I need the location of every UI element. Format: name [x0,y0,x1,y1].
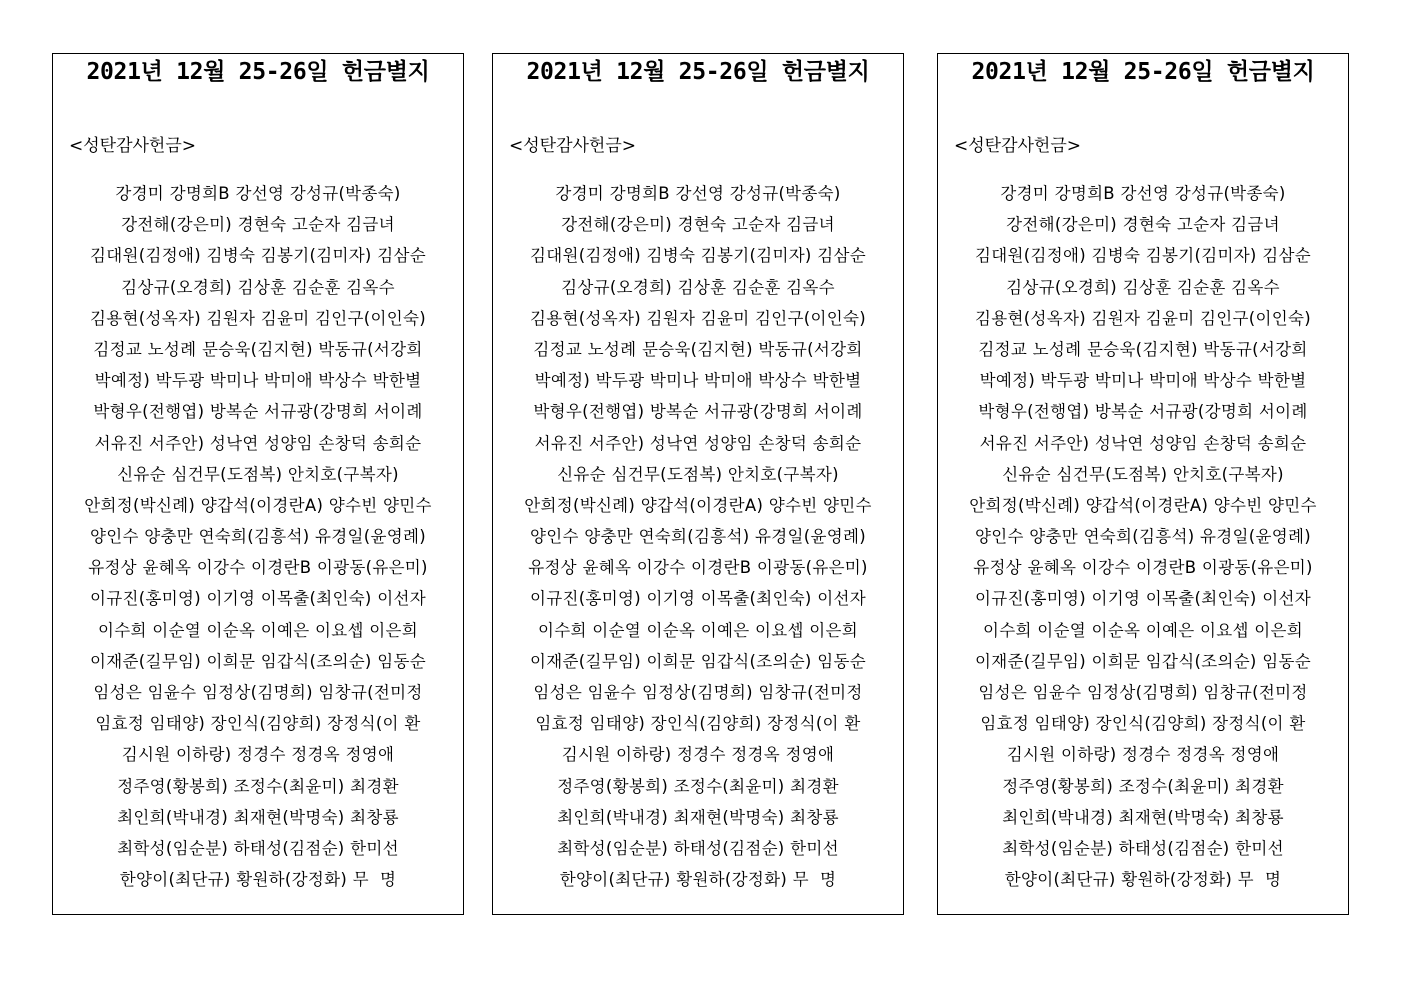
donor-name-line: 김시원 이하랑) 정경수 정경옥 정영애 [121,745,395,765]
donor-name-line: 정주영(황봉희) 조정수(최윤미) 최경환 [1002,776,1284,796]
donor-name-line: 강경미 강명희B 강선영 강성규(박종숙) [1000,184,1286,203]
donor-name-line: 강경미 강명희B 강선영 강성규(박종숙) [555,184,841,203]
donor-name-line: 김상규(오경희) 김상훈 김순훈 김옥수 [1006,277,1280,297]
donor-name-line: 임효정 임태양) 장인식(김양희) 장정식(이 환 [95,714,421,734]
donor-name-line: 김용현(성옥자) 김원자 김윤미 김인구(이인숙) [530,308,866,328]
donor-name-line: 김정교 노성례 문승욱(김지현) 박동규(서강희 [93,339,423,359]
donor-name-line: 유정상 윤혜옥 이강수 이경란B 이광동(유은미) [88,558,428,578]
donor-name-line: 김상규(오경희) 김상훈 김순훈 김옥수 [121,277,395,297]
donor-name-line: 안희정(박신례) 양갑석(이경란A) 양수빈 양민수 [524,495,872,515]
donor-name-line: 김대원(김정애) 김병숙 김봉기(김미자) 김삼순 [530,246,866,266]
donor-name-line: 박형우(전행엽) 방복순 서규광(강명희 서이례 [93,402,423,422]
donor-name-line: 한양이(최단규) 황원하(강정화) 무 명 [119,870,397,890]
donor-name-line: 김정교 노성례 문승욱(김지현) 박동규(서강희 [533,339,863,359]
donor-name-line: 이규진(홍미영) 이기영 이목출(최인숙) 이선자 [90,589,426,609]
donor-name-line: 신유순 심건무(도점복) 안치호(구복자) [1002,464,1284,484]
donor-name-line: 이수희 이순열 이순옥 이예은 이요셉 이은희 [982,620,1304,640]
offering-sheet-panel [52,53,464,915]
donor-name-line: 임효정 임태양) 장인식(김양희) 장정식(이 환 [535,714,861,734]
donor-name-line: 이수희 이순열 이순옥 이예은 이요셉 이은희 [537,620,859,640]
section-heading: <성탄감사헌금> [954,136,1082,156]
donor-name-line: 정주영(황봉희) 조정수(최윤미) 최경환 [557,776,839,796]
donor-name-line: 김시원 이하랑) 정경수 정경옥 정영애 [561,745,835,765]
donor-name-line: 서유진 서주안) 성낙연 성양임 손창덕 송희순 [979,433,1307,453]
donor-name-list [493,178,903,895]
donor-name-line: 유정상 윤혜옥 이강수 이경란B 이광동(유은미) [528,558,868,578]
donor-name-line: 김용현(성옥자) 김원자 김윤미 김인구(이인숙) [975,308,1311,328]
offering-sheet-panel [937,53,1349,915]
donor-name-line: 김용현(성옥자) 김원자 김윤미 김인구(이인숙) [90,308,426,328]
donor-name-line: 한양이(최단규) 황원하(강정화) 무 명 [1004,870,1282,890]
donor-name-line: 이규진(홍미영) 이기영 이목출(최인숙) 이선자 [975,589,1311,609]
donor-name-line: 양인수 양충만 연숙희(김흥석) 유경일(윤영례) [975,527,1311,547]
donor-name-line: 이재준(길무임) 이희문 임갑식(조의순) 임동순 [975,651,1311,671]
donor-name-line: 양인수 양충만 연숙희(김흥석) 유경일(윤영례) [90,527,426,547]
donor-name-line: 강경미 강명희B 강선영 강성규(박종숙) [115,184,401,203]
donor-name-line: 이재준(길무임) 이희문 임갑식(조의순) 임동순 [530,651,866,671]
donor-name-line: 김대원(김정애) 김병숙 김봉기(김미자) 김삼순 [90,246,426,266]
donor-name-line: 박형우(전행엽) 방복순 서규광(강명희 서이례 [533,402,863,422]
donor-name-line: 박예정) 박두광 박미나 박미애 박상수 박한별 [534,371,862,391]
donor-name-line: 신유순 심건무(도점복) 안치호(구복자) [557,464,839,484]
donor-name-line: 최인희(박내경) 최재현(박명숙) 최창룡 [1002,807,1284,827]
donor-name-line: 한양이(최단규) 황원하(강정화) 무 명 [559,870,837,890]
donor-name-line: 최인희(박내경) 최재현(박명숙) 최창룡 [117,807,399,827]
donor-name-line: 정주영(황봉희) 조정수(최윤미) 최경환 [117,776,399,796]
donor-name-line: 양인수 양충만 연숙희(김흥석) 유경일(윤영례) [530,527,866,547]
donor-name-line: 이규진(홍미영) 이기영 이목출(최인숙) 이선자 [530,589,866,609]
donor-name-line: 박예정) 박두광 박미나 박미애 박상수 박한별 [94,371,422,391]
donor-name-line: 김대원(김정애) 김병숙 김봉기(김미자) 김삼순 [975,246,1311,266]
section-heading: <성탄감사헌금> [509,136,637,156]
donor-name-line: 임효정 임태양) 장인식(김양희) 장정식(이 환 [980,714,1306,734]
donor-name-list [53,178,463,895]
donor-name-line: 임성은 임윤수 임정상(김명희) 임창규(전미정 [533,683,863,702]
donor-name-line: 최학성(임순분) 하태성(김점순) 한미선 [1002,838,1284,858]
donor-name-line: 안희정(박신례) 양갑석(이경란A) 양수빈 양민수 [84,495,432,515]
sheet-title: 2021년 12월 25-26일 헌금별지 [526,59,870,85]
donor-name-line: 김시원 이하랑) 정경수 정경옥 정영애 [1006,745,1280,765]
donor-name-line: 서유진 서주안) 성낙연 성양임 손창덕 송희순 [534,433,862,453]
donor-name-line: 김상규(오경희) 김상훈 김순훈 김옥수 [561,277,835,297]
offering-sheet-panel [492,53,904,915]
donor-name-line: 유정상 윤혜옥 이강수 이경란B 이광동(유은미) [973,558,1313,578]
donor-name-line: 이재준(길무임) 이희문 임갑식(조의순) 임동순 [90,651,426,671]
donor-name-line: 최인희(박내경) 최재현(박명숙) 최창룡 [557,807,839,827]
donor-name-line: 김정교 노성례 문승욱(김지현) 박동규(서강희 [978,339,1308,359]
donor-name-line: 최학성(임순분) 하태성(김점순) 한미선 [117,838,399,858]
sheet-title: 2021년 12월 25-26일 헌금별지 [86,59,430,85]
donor-name-line: 최학성(임순분) 하태성(김점순) 한미선 [557,838,839,858]
donor-name-line: 임성은 임윤수 임정상(김명희) 임창규(전미정 [978,683,1308,702]
donor-name-line: 이수희 이순열 이순옥 이예은 이요셉 이은희 [97,620,419,640]
donor-name-line: 박예정) 박두광 박미나 박미애 박상수 박한별 [979,371,1307,391]
donor-name-line: 서유진 서주안) 성낙연 성양임 손창덕 송희순 [94,433,422,453]
section-heading: <성탄감사헌금> [69,136,197,156]
donor-name-line: 강전해(강은미) 경현숙 고순자 김금녀 [561,215,835,235]
donor-name-line: 강전해(강은미) 경현숙 고순자 김금녀 [121,215,395,235]
donor-name-line: 강전해(강은미) 경현숙 고순자 김금녀 [1006,215,1280,235]
sheet-title: 2021년 12월 25-26일 헌금별지 [971,59,1315,85]
donor-name-line: 안희정(박신례) 양갑석(이경란A) 양수빈 양민수 [969,495,1317,515]
donor-name-line: 박형우(전행엽) 방복순 서규광(강명희 서이례 [978,402,1308,422]
donor-name-list [938,178,1348,895]
donor-name-line: 신유순 심건무(도점복) 안치호(구복자) [117,464,399,484]
donor-name-line: 임성은 임윤수 임정상(김명희) 임창규(전미정 [93,683,423,702]
